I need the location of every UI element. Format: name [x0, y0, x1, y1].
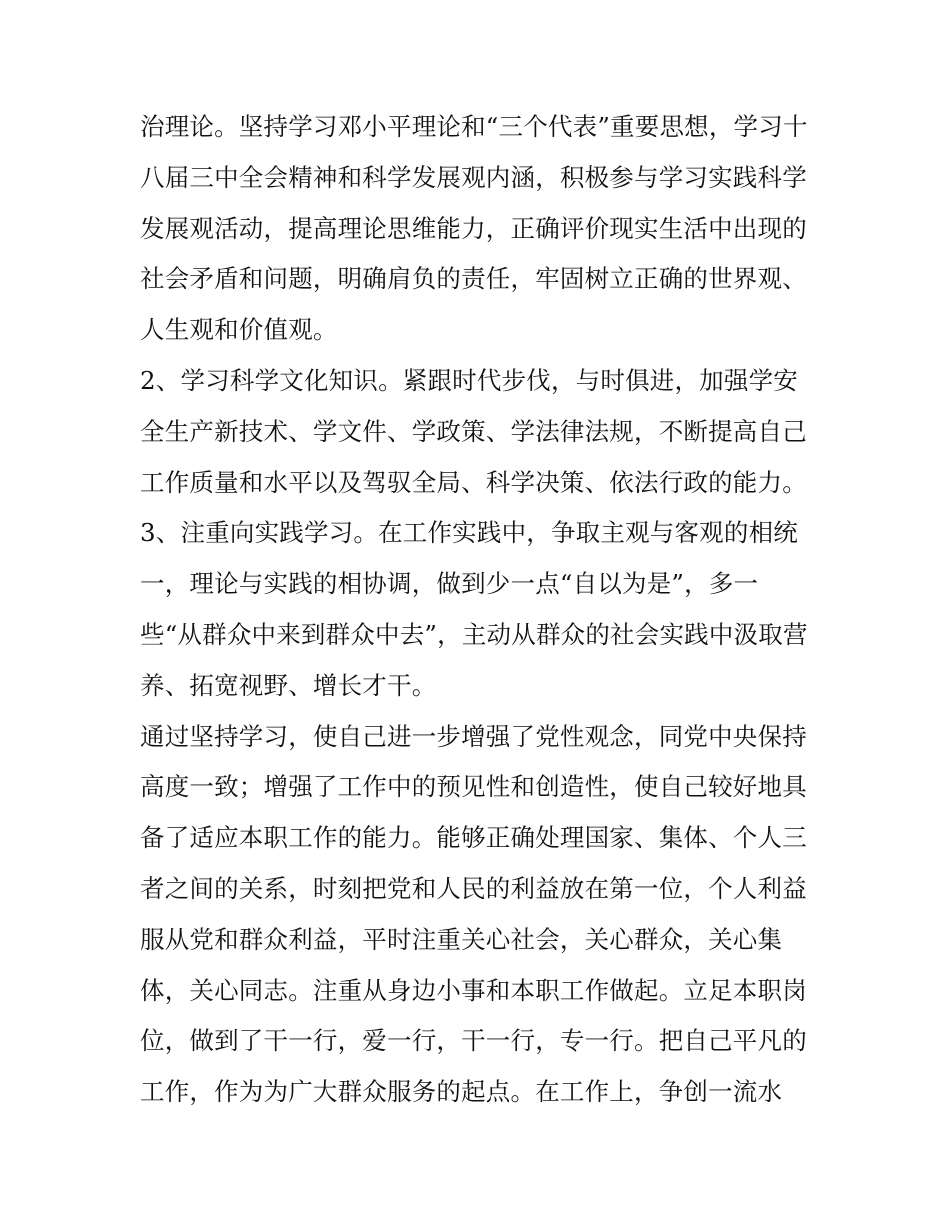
text-line: 服从党和群众利益，平时注重关心社会，关心群众，关心集: [140, 924, 783, 954]
text-line: 八届三中全会精神和科学发展观内涵，积极参与学习实践科学: [140, 162, 807, 192]
text-line: 工作质量和水平以及驾驭全局、科学决策、依法行政的能力。: [140, 467, 807, 497]
text-line: 一，理论与实践的相协调，做到少一点“自以为是”，多一: [140, 569, 759, 599]
text-line: 养、拓宽视野、增长才干。: [140, 670, 437, 700]
text-line: 人生观和价值观。: [140, 315, 338, 345]
text-line: 2、学习科学文化知识。紧跟时代步伐，与时俱进，加强学安: [140, 365, 798, 395]
text-line: 通过坚持学习，使自己进一步增强了党性观念，同党中央保持: [140, 721, 807, 751]
text-line: 高度一致；增强了工作中的预见性和创造性，使自己较好地具: [140, 772, 807, 802]
text-line: 发展观活动，提高理论思维能力，正确评价现实生活中出现的: [140, 213, 807, 243]
text-line: 社会矛盾和问题，明确肩负的责任，牢固树立正确的世界观、: [140, 264, 807, 294]
text-line: 备了适应本职工作的能力。能够正确处理国家、集体、个人三: [140, 823, 807, 853]
text-line: 些“从群众中来到群众中去”，主动从群众的社会实践中汲取营: [140, 619, 808, 649]
document-body: [140, 102, 820, 1118]
text-line: 治理论。坚持学习邓小平理论和“三个代表”重要思想，学习十: [140, 112, 808, 141]
text-line: 3、注重向实践学习。在工作实践中，争取主观与客观的相统: [140, 518, 798, 548]
text-line: 位，做到了干一行，爱一行，干一行，专一行。把自己平凡的: [140, 1026, 807, 1056]
text-line: 全生产新技术、学文件、学政策、学法律法规，不断提高自己: [140, 416, 807, 446]
text-line: 工作，作为为广大群众服务的起点。在工作上，争创一流水: [140, 1077, 783, 1107]
text-line: 体，关心同志。注重从身边小事和本职工作做起。立足本职岗: [140, 975, 807, 1005]
text-line: 者之间的关系，时刻把党和人民的利益放在第一位，个人利益: [140, 873, 807, 903]
